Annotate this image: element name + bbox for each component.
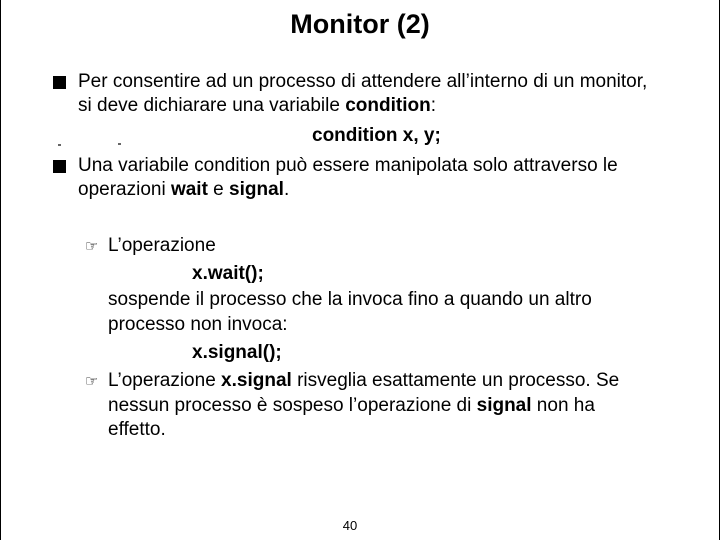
sub1-line2: sospende il processo che la invoca fino a quando un altro — [108, 289, 592, 310]
bullet1-line2-end: : — [430, 95, 436, 116]
sub2-line3: effetto. — [108, 419, 166, 440]
bullet2-period: . — [283, 179, 290, 200]
x-signal-keyword: x.signal — [221, 370, 292, 391]
code-wait: x.wait(); — [192, 263, 264, 284]
square-bullet-icon — [53, 76, 66, 89]
bullet2-line2-text: operazioni — [78, 179, 171, 200]
sub1-line1: L’operazione — [108, 235, 216, 256]
code-signal: x.signal(); — [192, 342, 282, 363]
bullet2-line1: Una variabile condition può essere manipolata solo attraverso le — [78, 155, 618, 176]
bullet1-line2-text: si deve dichiarare una variabile — [78, 95, 346, 116]
sub2-line2 — [108, 394, 595, 418]
sub2-line1-text: L’operazione — [108, 370, 222, 391]
sub2-line1-end: risveglia esattamente un processo. Se — [291, 370, 620, 391]
pointing-hand-icon: ☞ — [85, 237, 99, 255]
square-bullet-icon — [53, 160, 66, 173]
sub2-line2-text: nessun processo è sospeso l’operazione di — [108, 395, 477, 416]
code-condition-declaration: condition x, y; — [312, 125, 441, 146]
slide-title: Monitor (2) — [290, 9, 430, 39]
frame-left-border — [0, 0, 1, 540]
sub2-line1 — [108, 369, 619, 393]
pointing-hand-icon: ☞ — [85, 372, 99, 390]
bullet1-condition-keyword: condition — [345, 95, 431, 116]
bullet1-line1: Per consentire ad un processo di attendere all’interno di un monitor, — [78, 71, 648, 92]
bullet1-line2 — [78, 94, 436, 118]
stray-mark — [118, 143, 121, 145]
bullet2-and: e — [207, 179, 230, 200]
stray-mark — [58, 144, 61, 146]
wait-keyword: wait — [170, 179, 208, 200]
bullet2-line2 — [78, 178, 289, 202]
sub2-line2-end: non ha — [531, 395, 595, 416]
signal-keyword: signal — [229, 179, 284, 200]
signal-keyword-2: signal — [476, 395, 532, 416]
sub1-line3: processo non invoca: — [108, 314, 288, 335]
page-number: 40 — [342, 518, 358, 533]
